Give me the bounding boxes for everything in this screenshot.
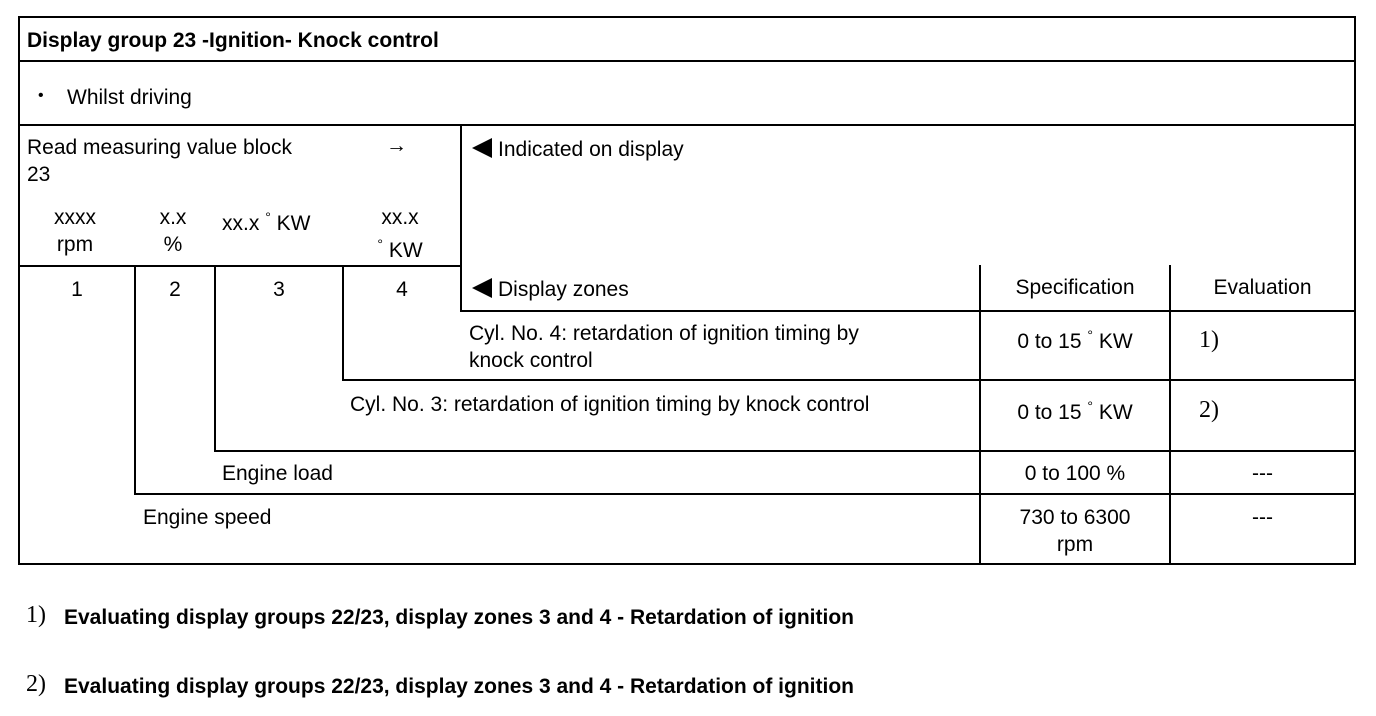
field-3 xyxy=(222,204,310,237)
specification-header: Specification xyxy=(1015,276,1135,299)
row-cyl4-line2: knock control xyxy=(469,349,593,372)
field-4-value: xx.x xyxy=(381,206,419,229)
border-top xyxy=(18,16,1356,18)
title-divider xyxy=(18,60,1356,62)
row-cyl4-evaluation: 1) xyxy=(1199,327,1219,353)
field-2-value: x.x xyxy=(159,206,187,229)
row-cyl3-spec-degree: ° xyxy=(1087,398,1093,414)
block-box-bottom xyxy=(18,265,462,267)
block-number: 23 xyxy=(27,163,51,186)
block-box-right xyxy=(460,124,462,311)
row-engine-speed-spec xyxy=(981,504,1169,558)
field-1-unit: rpm xyxy=(56,233,94,256)
field-4-unit: KW xyxy=(388,239,423,262)
display-zones-label: Display zones xyxy=(498,278,629,301)
row-engine-load-spec: 0 to 100 % xyxy=(1024,462,1126,485)
row-cyl4-line1: Cyl. No. 4: retardation of ignition timing by xyxy=(469,322,859,345)
row-engine-speed-description: Engine speed xyxy=(143,506,272,529)
footnote-2-marker: 2) xyxy=(26,671,46,697)
field-3-degree: ° xyxy=(265,209,271,225)
footnote-2-text: Evaluating display groups 22/23, display zones 3 and 4 - Retardation of ignition xyxy=(64,675,854,698)
block-label: Read measuring value block xyxy=(27,136,292,159)
footnote-1-marker: 1) xyxy=(26,602,46,628)
footnote-1-text: Evaluating display groups 22/23, display zones 3 and 4 - Retardation of ignition xyxy=(64,606,854,629)
display-zones-underline xyxy=(460,310,1356,312)
zone-number-2: 2 xyxy=(169,278,181,301)
field-2-unit: % xyxy=(163,233,183,256)
display-zones-heading xyxy=(472,276,629,303)
field-3-unit: KW xyxy=(276,212,311,235)
row-cyl3-evaluation: 2) xyxy=(1199,397,1219,423)
zone-number-3: 3 xyxy=(273,278,285,301)
row-cyl3-spec xyxy=(981,393,1169,426)
row-cyl3-description: Cyl. No. 3: retardation of ignition timing by knock control xyxy=(350,393,870,416)
row-engine-load-evaluation: --- xyxy=(1252,462,1273,485)
row-engine-speed-spec-line1: 730 to 6300 xyxy=(1019,506,1131,529)
border-right xyxy=(1354,16,1356,565)
field-4-degree: ° xyxy=(377,236,383,252)
row-cyl4-spec-unit: KW xyxy=(1098,330,1133,353)
row-cyl3-spec-unit: KW xyxy=(1098,401,1133,424)
page-title: Display group 23 -Ignition- Knock control xyxy=(27,29,439,52)
evaluation-header: Evaluation xyxy=(1213,276,1312,299)
row-line-zone4 xyxy=(342,379,1356,381)
border-bottom xyxy=(18,563,1356,565)
row-cyl3-spec-value: 0 to 15 xyxy=(1017,401,1082,424)
row-cyl4-spec-degree: ° xyxy=(1087,327,1093,343)
row-engine-load-description: Engine load xyxy=(222,462,333,485)
condition-divider xyxy=(18,124,1356,126)
pointer-icon xyxy=(472,138,492,158)
zone-number-4: 4 xyxy=(396,278,408,301)
condition-text: Whilst driving xyxy=(67,86,192,109)
row-engine-speed-spec-line2: rpm xyxy=(1056,533,1094,556)
condition-bullet: • xyxy=(38,87,44,104)
row-cyl4-description xyxy=(469,320,969,374)
block-arrow: → xyxy=(386,134,407,157)
field-2 xyxy=(145,204,201,258)
row-line-zone3 xyxy=(214,450,1356,452)
field-3-value: xx.x xyxy=(222,212,260,235)
indicated-label: Indicated on display xyxy=(498,138,684,161)
field-1-value: xxxx xyxy=(54,206,96,229)
field-4 xyxy=(360,204,440,264)
indicated-heading xyxy=(472,136,684,163)
field-1 xyxy=(40,204,110,258)
row-engine-speed-evaluation: --- xyxy=(1252,506,1273,529)
pointer-icon xyxy=(472,278,492,298)
row-line-zone2 xyxy=(134,493,1356,495)
row-cyl4-spec-value: 0 to 15 xyxy=(1017,330,1082,353)
row-cyl4-spec xyxy=(981,322,1169,355)
zone-number-1: 1 xyxy=(71,278,83,301)
